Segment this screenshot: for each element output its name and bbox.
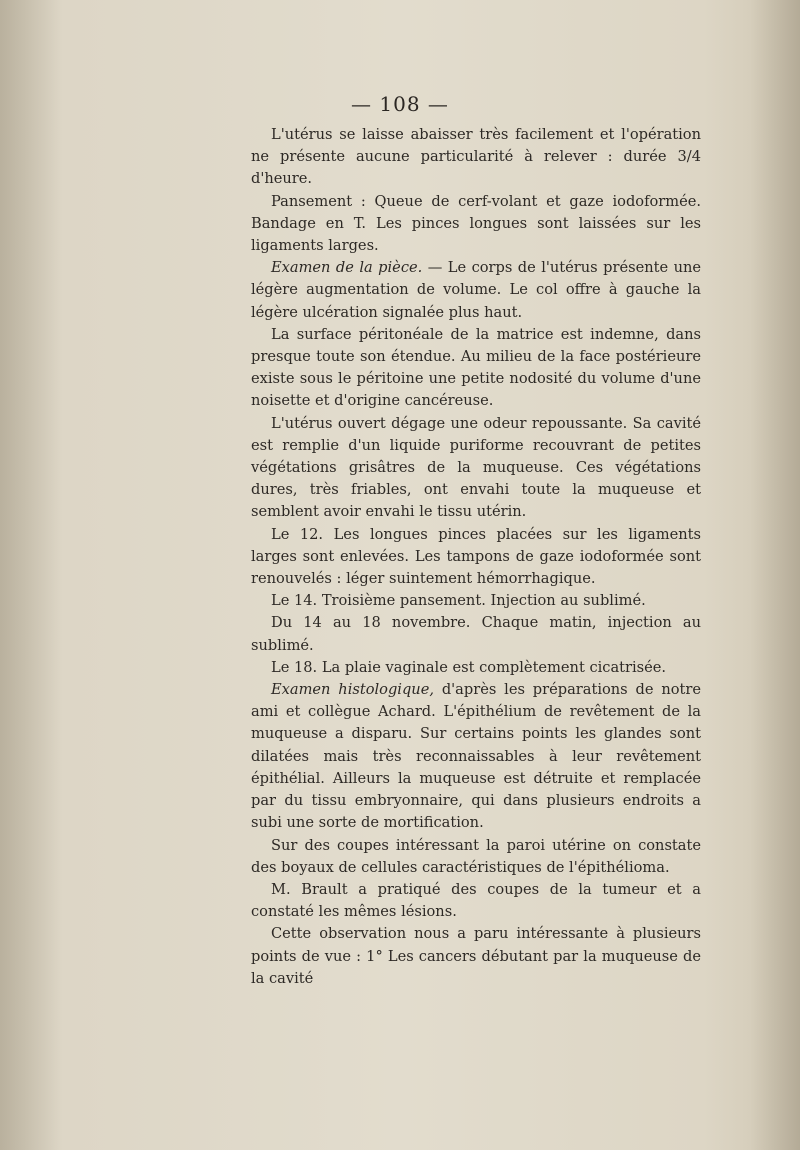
paragraph <box>251 679 701 834</box>
paragraph <box>251 191 701 258</box>
page-shadow-left <box>0 0 60 1150</box>
paragraph <box>251 257 701 324</box>
paragraph-text: Le 14. Troisième pansement. Injection au sublimé. <box>271 592 646 610</box>
paragraph <box>251 324 701 413</box>
paragraph <box>251 923 701 990</box>
paragraph-text: M. Brault a pratiqué des coupes de la tumeur et a constaté les mêmes lésions. <box>251 880 701 921</box>
paragraph-text: Sur des coupes intéressant la paroi utérine on constate des boyaux de cellules caractéristiques de l'épithélioma. <box>251 836 701 876</box>
paragraph <box>251 835 701 879</box>
paragraph-text: d'après les préparations de notre ami et collègue Achard. L'épithélium de revêtement de la muqueuse a disparu. Sur certains points les glandes sont dilatées mais très reconnaissables à leur revêtement épithélial. Ailleurs la muqueuse est détruite et remplacée par du tissu embryonnaire, qui dans plusieurs endroits a subi une sorte de mortification. <box>251 681 701 832</box>
paragraph <box>251 590 701 612</box>
paragraph-text: Le 12. Les longues pinces placées sur les ligaments larges sont enlevées. Les tampons de gaze iodoformée sont renouvelés : léger suintement hémorrhagique. <box>251 525 701 588</box>
paragraph <box>251 657 701 679</box>
paragraph-text: L'utérus se laisse abaisser très facilement et l'opération ne présente aucune particularité à relever : durée 3/4 d'heure. <box>251 126 701 188</box>
paragraph-text: — Le corps de l'utérus présente une légère augmentation de volume. Le col offre à gauche la légère ulcération signalée plus haut. <box>251 259 702 321</box>
page-shadow-right <box>750 0 800 1150</box>
paragraph <box>251 124 701 191</box>
page-number: — 108 — <box>351 92 449 116</box>
paragraph-text: Du 14 au 18 novembre. Chaque matin, injection au sublimé. <box>251 614 701 654</box>
paragraph-text: L'utérus ouvert dégage une odeur repoussante. Sa cavité est remplie d'un liquide puriforme recouvrant de petites végétations grisâtres de la muqueuse. Ces végétations dures, très friables, ont envahi toute la muqueuse et semblent avoir envahi le tissu utérin. <box>251 414 701 521</box>
section-heading: Examen histologique, <box>271 681 434 699</box>
paragraph-text: La surface péritonéale de la matrice est indemne, dans presque toute son étendue. Au milieu de la face postérieure existe sous le péritoine une petite nodosité du volume d'une noisette et d'origine cancéreuse. <box>251 325 701 410</box>
section-heading: Examen de la pièce. <box>271 259 423 277</box>
body-text <box>251 124 701 990</box>
paragraph <box>251 612 701 656</box>
paragraph-text: Le 18. La plaie vaginale est complètement cicatrisée. <box>271 658 667 676</box>
paragraph-text: Cette observation nous a paru intéressante à plusieurs points de vue : 1° Les cancers débutant par la muqueuse de la cavité <box>251 925 701 987</box>
paragraph-text: Pansement : Queue de cerf-volant et gaze iodoformée. Bandage en T. Les pinces longues sont laissées sur les ligaments larges. <box>251 192 701 255</box>
paragraph <box>251 413 701 524</box>
paragraph <box>251 524 701 591</box>
paragraph <box>251 879 701 923</box>
